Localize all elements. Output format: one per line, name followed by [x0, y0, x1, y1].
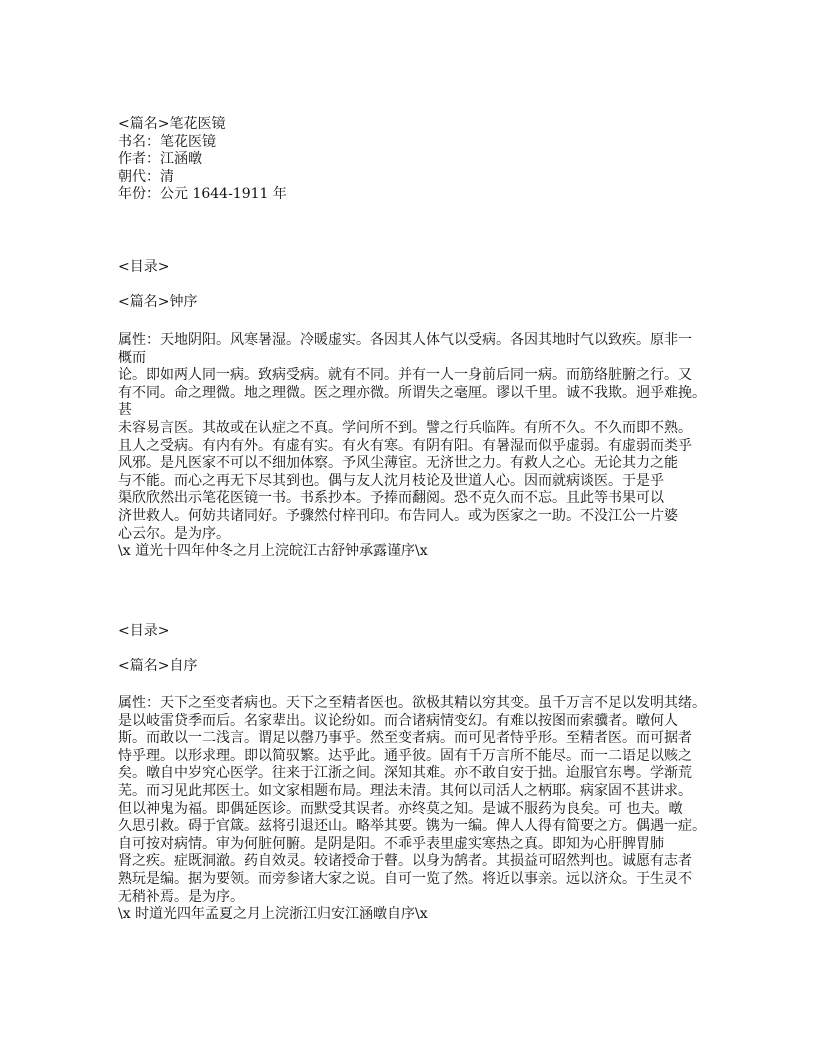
section1-title-block: [118, 294, 718, 312]
body-line: 是以岐雷贷季而后。名家辈出。议论纷如。而合诸病情变幻。有难以按图而索骥者。暾何人: [118, 712, 678, 729]
section2-body: [118, 695, 718, 924]
body-line: 概而: [118, 349, 146, 366]
section2-toc: [118, 623, 718, 641]
chapter-title: <篇名>笔花医镜: [118, 116, 226, 132]
body-line: 无稍补焉。是为序。: [118, 888, 244, 905]
book-info: [118, 116, 718, 204]
body-line: 熟玩是编。据为要领。而旁参诸大家之说。自可一览了然。将近以事亲。远以济众。于生灵不: [118, 870, 692, 887]
body-line: \x 道光十四年仲冬之月上浣皖江古舒钟承露谨序\x: [118, 543, 428, 560]
body-line: 论。即如两人同一病。致病受病。就有不同。并有一人一身前后同一病。而筋络脏腑之行。又: [118, 367, 692, 384]
body-line: 风邪。是凡医家不可以不细加体察。予风尘薄宦。无济世之力。有救人之心。无论其力之能: [118, 455, 678, 472]
body-line: 有不同。命之理微。地之理微。医之理亦微。所谓失之毫厘。谬以千里。诚不我欺。迥乎难挽。: [118, 384, 706, 401]
body-line: 且人之受病。有内有外。有虚有实。有火有寒。有阴有阳。有暑湿而似乎虚弱。有虚弱而类乎: [118, 437, 692, 454]
year-range: 年份：公元 1644-1911 年: [118, 186, 287, 203]
body-line: 但以神鬼为福。即偶延医诊。而默受其误者。亦终莫之知。是诚不服药为良矣。可 也夫。暾: [118, 800, 683, 817]
body-line: 心云尔。是为序。: [118, 525, 230, 542]
section2-title-block: [118, 658, 718, 676]
dynasty: 朝代：清: [118, 168, 174, 185]
section-title: <篇名>钟序: [118, 294, 198, 310]
section-title: <篇名>自序: [118, 658, 198, 674]
body-line: 属性：天下之至变者病也。天下之至精者医也。欲极其精以穷其变。虽千万言不足以发明其绪。: [118, 695, 706, 711]
section1-toc: [118, 259, 718, 277]
body-line: 属性：天地阴阳。风寒暑湿。冷暖虚实。各因其人体气以受病。各因其地时气以致疾。原非一: [118, 332, 692, 348]
body-line: 肾之疾。症既洞澈。药自效灵。较诸授命于瞽。以身为鹄者。其损益可昭然判也。诚愿有志者: [118, 853, 692, 870]
body-line: 恃乎理。以形求理。即以简驭繁。达乎此。通乎彼。固有千万言所不能尽。而一二语足以赅之: [118, 747, 692, 764]
body-line: 自可按对病情。审为何脏何腑。是阴是阳。不乖乎表里虚实寒热之真。即知为心肝脾胃肺: [118, 835, 664, 852]
body-line: \x 时道光四年孟夏之月上浣浙江归安江涵暾自序\x: [118, 906, 428, 923]
body-line: 芜。而习见此邦医士。如文家相题布局。理法未清。其何以司活人之柄耶。病家固不甚讲求。: [118, 782, 692, 799]
body-line: 斯。而敢以一二浅言。谓足以罄乃事乎。然至变者病。而可见者恃乎形。至精者医。而可据者: [118, 730, 692, 747]
body-line: 未容易言医。其故或在认症之不真。学问所不到。譬之行兵临阵。有所不久。不久而即不熟。: [118, 419, 692, 436]
toc-label: <目录>: [118, 623, 170, 639]
body-line: 济世救人。何妨共诸同好。予骤然付梓刊印。布告同人。或为医家之一助。不没江公一片婆: [118, 507, 678, 524]
book-name: 书名：笔花医镜: [118, 133, 216, 150]
body-line: 甚: [118, 402, 132, 419]
toc-label: <目录>: [118, 259, 170, 275]
section1-body: [118, 332, 718, 561]
body-line: 久思引救。碍于官箴。兹将引退还山。略举其要。镌为一编。俾人人得有简要之方。偶遇一症。: [118, 818, 706, 835]
author: 作者：江涵暾: [118, 151, 202, 168]
body-line: 渠欣欣然出示笔花医镜一书。书系抄本。予捧而翻阅。恐不克久而不忘。且此等书果可以: [118, 490, 664, 507]
body-line: 矣。暾自中岁究心医学。往来于江浙之间。深知其难。亦不敢自安于拙。迨服官东粤。学渐荒: [118, 765, 692, 782]
body-line: 与不能。而心之再无下尽其到也。偶与友人沈月枝论及世道人心。因而就病谈医。于是乎: [118, 472, 664, 489]
